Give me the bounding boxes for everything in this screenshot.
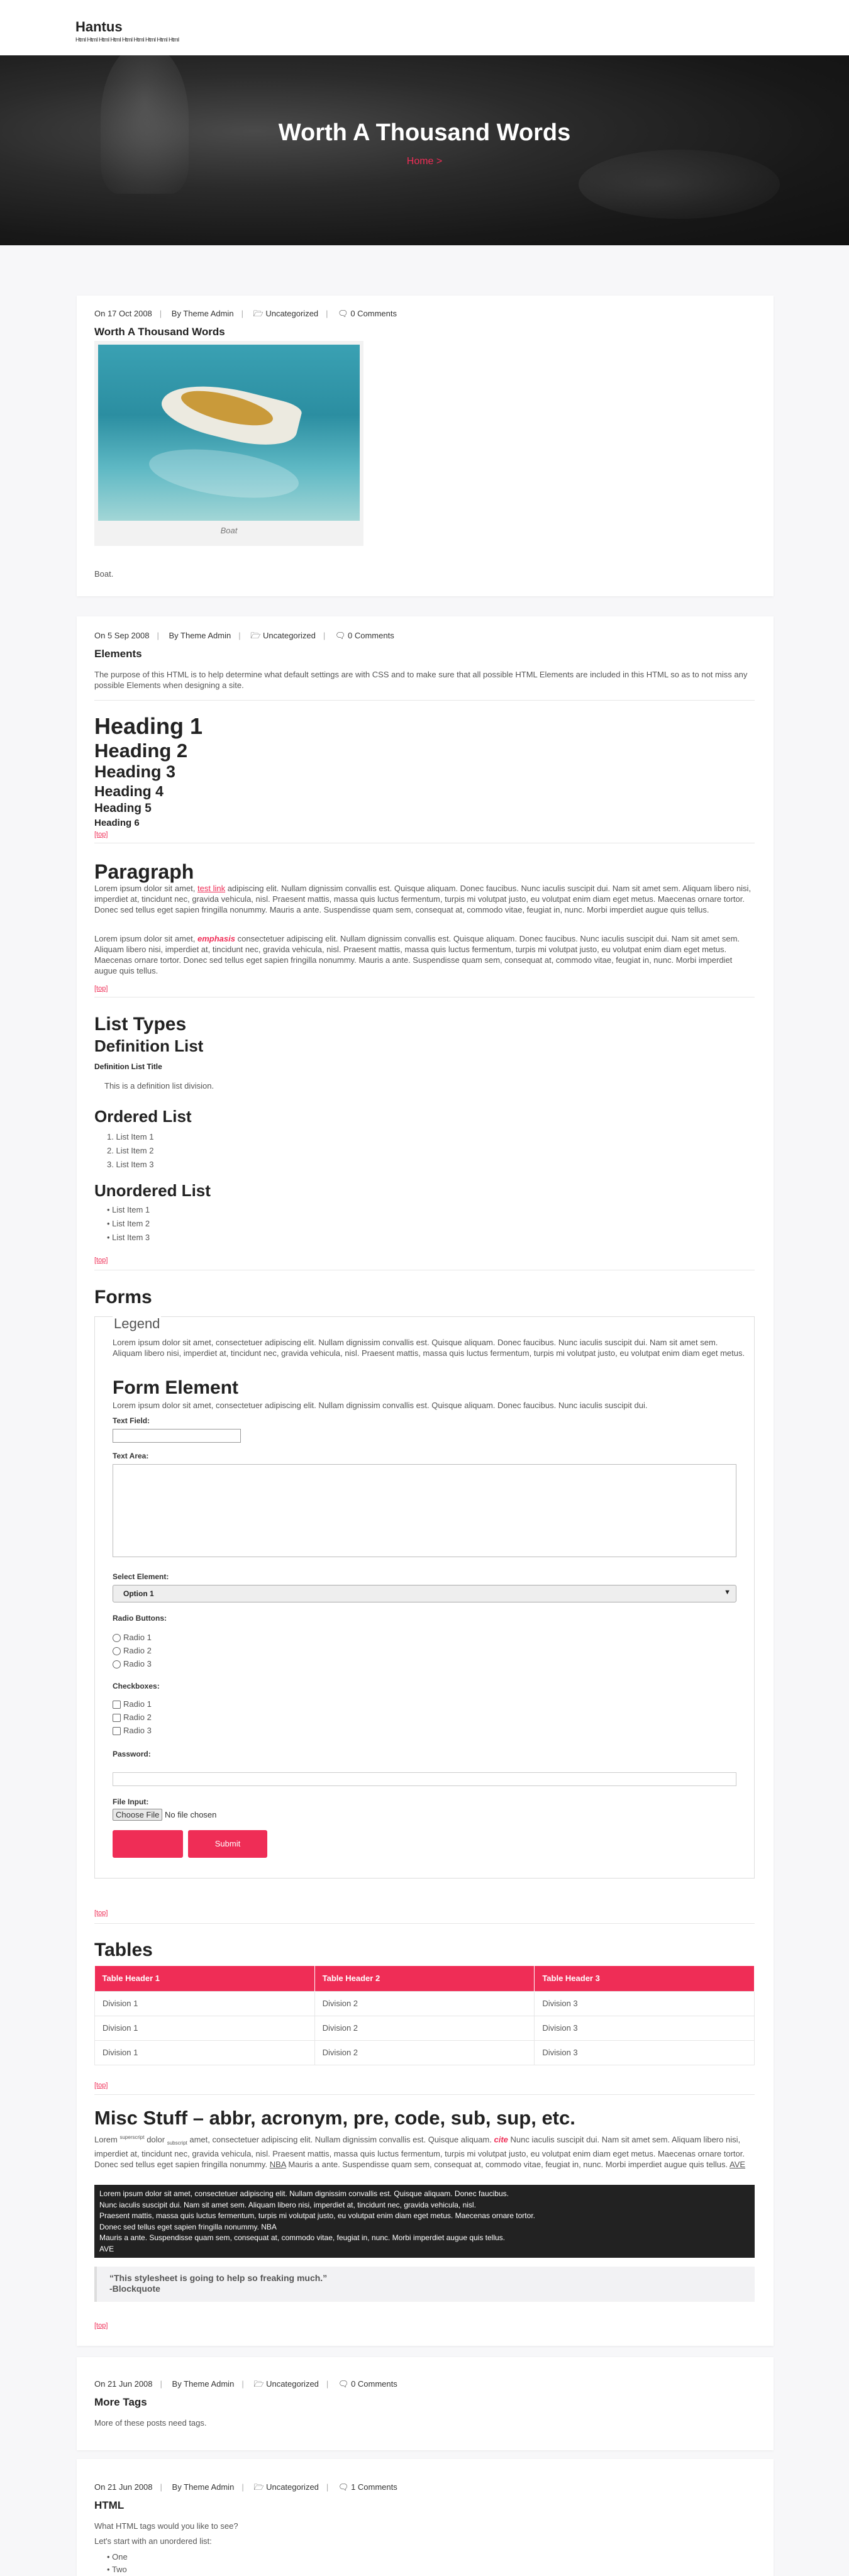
choose-file-button[interactable]: Choose File <box>113 1809 162 1821</box>
table-header: Table Header 3 <box>535 1966 755 1991</box>
select-value: Option 1 <box>123 1589 154 1598</box>
text-area-input[interactable] <box>113 1464 736 1557</box>
pre-line: Lorem ipsum dolor sit amet, consectetuer adipiscing elit. Nullam dignissim convallis est. Quisque aliquam. Donec faucibus. <box>99 2189 509 2198</box>
pre-line: Nunc iaculis suscipit dui. Nam sit amet sem. Aliquam libero nisi, imperdiet at, tincidunt nec, gravida vehicula, nisl. <box>99 2200 476 2209</box>
site-logo[interactable]: Hantus <box>75 19 123 35</box>
comments-icon: 🗨 <box>338 309 348 318</box>
top-link[interactable]: [top] <box>94 985 108 992</box>
post-date[interactable]: On 21 Jun 2008 <box>94 2482 153 2492</box>
list-item: • List Item 3 <box>107 1233 150 1242</box>
list-item: 2. List Item 2 <box>107 1146 154 1155</box>
post-excerpt: Boat. <box>94 569 114 579</box>
post-intro: The purpose of this HTML is to help determine what default settings are with CSS and to make sure that all possible HTML Elements are included in this HTML so as to not miss any possible Elements when designing a site. <box>94 670 748 690</box>
checkbox-option[interactable]: Radio 3 <box>113 1726 152 1735</box>
superscript-text: superscript <box>119 2135 145 2140</box>
post-card-elements <box>77 616 774 2346</box>
list-item: 3. List Item 3 <box>107 1160 154 1169</box>
radio-option[interactable]: Radio 1 <box>113 1633 152 1642</box>
post-date[interactable]: On 21 Jun 2008 <box>94 2379 153 2389</box>
image-figure <box>94 341 363 546</box>
submit-button[interactable]: Submit <box>188 1830 267 1858</box>
text-area-label: Text Area: <box>113 1452 149 1460</box>
top-link[interactable]: [top] <box>94 1909 108 1917</box>
pre-line: Mauris a ante. Suspendisse quam sem, consequat at, commodo vitae, feugiat in, nunc. Morbi imperdiet augue quis tellus. <box>99 2233 506 2242</box>
checkboxes-label: Checkboxes: <box>113 1682 160 1690</box>
paragraph-text: Lorem ipsum dolor sit amet, test link adipiscing elit. Nullam dignissim convallis est. Quisque aliquam. Donec faucibus. Nunc iaculis suscipit dui. Nam sit amet sem. Aliquam libero nisi, imperdiet at, tincidunt nec, gravida vehicula, nisl. Praesent mattis, massa quis luctus fermentum, turpis mi volutpat justo, eu volutpat enim diam eget metus. Maecenas ornare tortor. Donec sed tellus eget sapien fringilla nonummy. Mauris a ante. Suspendisse quam sem, consequat at, commodo vitae, feugiat in, nunc. Morbi imperdiet augue quis tellus. <box>94 884 752 914</box>
folder-icon: 🗁 <box>253 2379 264 2389</box>
paragraph-heading: Paragraph <box>94 860 194 883</box>
post-title[interactable]: More Tags <box>94 2396 147 2408</box>
heading-1: Heading 1 <box>94 713 203 739</box>
file-status: No file chosen <box>165 1810 217 1819</box>
paragraph-text-emphasis: Lorem ipsum dolor sit amet, emphasis consectetuer adipiscing elit. Nullam dignissim convallis est. Quisque aliquam. Donec faucibus. Nunc iaculis suscipit dui. Nam sit amet sem. Aliquam libero nisi, imperdiet at, tincidunt nec, gravida vehicula, nisl. Praesent mattis, massa quis luctus fermentum, turpis mi volutpat justo, eu volutpat enim diam eget metus. Maecenas ornare tortor. Donec sed tellus eget sapien fringilla nonummy. Mauris a ante. Suspendisse quam sem, consequat at, commodo vitae, feugiat in, nunc. Morbi imperdiet augue quis tellus. <box>94 934 740 975</box>
post-author[interactable]: By Theme Admin <box>172 2482 235 2492</box>
definition-list-title: Definition List Title <box>94 1062 162 1071</box>
abbr-ave: AVE <box>729 2159 746 2169</box>
post-excerpt: More of these posts need tags. <box>94 2418 207 2428</box>
password-label: Password: <box>113 1750 151 1758</box>
heading-6: Heading 6 <box>94 818 140 828</box>
test-link[interactable]: test link <box>197 884 226 893</box>
form-fieldset <box>94 1316 755 1879</box>
breadcrumb[interactable]: Home > <box>406 156 443 167</box>
tables-heading: Tables <box>94 1940 153 1960</box>
post-title[interactable]: Elements <box>94 648 142 660</box>
post-meta: On 21 Jun 2008 | By Theme Admin | 🗁 Uncategorized | 🗨 1 Comments <box>94 2482 397 2496</box>
heading-2: Heading 2 <box>94 740 188 762</box>
post-comments[interactable]: 0 Comments <box>351 2379 397 2389</box>
post-meta: On 17 Oct 2008 | By Theme Admin | 🗁 Uncategorized | 🗨 0 Comments <box>94 308 397 322</box>
forms-heading: Forms <box>94 1287 152 1307</box>
select-dropdown[interactable] <box>113 1585 736 1602</box>
post-title[interactable]: HTML <box>94 2499 125 2511</box>
list-item: • One <box>107 2552 128 2562</box>
page-hero <box>0 55 849 245</box>
heading-5: Heading 5 <box>94 802 152 815</box>
post-author[interactable]: By Theme Admin <box>169 631 231 640</box>
comments-icon: 🗨 <box>335 631 346 640</box>
post-text: Let's start with an unordered list: <box>94 2536 212 2546</box>
pre-line: Donec sed tellus eget sapien fringilla nonummy. NBA <box>99 2222 277 2231</box>
comments-icon: 🗨 <box>338 2379 349 2389</box>
table-cell: Division 3 <box>535 2040 755 2065</box>
table-header: Table Header 2 <box>314 1966 535 1991</box>
divider <box>94 2094 755 2095</box>
top-link[interactable]: [top] <box>94 1257 108 1264</box>
table-header-row <box>95 1966 755 1991</box>
post-comments[interactable]: 0 Comments <box>348 631 394 640</box>
site-header <box>0 0 849 55</box>
file-input[interactable] <box>113 1809 216 1821</box>
table-cell: Division 1 <box>95 1991 315 2016</box>
post-card <box>77 2459 774 2576</box>
post-comments[interactable]: 0 Comments <box>350 309 397 318</box>
list-item: • Two <box>107 2565 127 2574</box>
legend-text: Lorem ipsum dolor sit amet, consectetuer adipiscing elit. Nullam dignissim convallis est. Quisque aliquam. Donec faucibus. Nunc iaculis suscipit dui. Nam sit amet sem. Aliquam libero nisi, imperdiet at, tincidunt nec, gravida vehicula, nisl. Praesent mattis, massa quis luctus fermentum, turpis mi volutpat justo, eu volutpat enim diam eget metus. <box>113 1338 745 1358</box>
table-cell: Division 2 <box>314 1991 535 2016</box>
blockquote-text: “This stylesheet is going to help so freaking much.” <box>109 2273 328 2283</box>
checkbox-option[interactable]: Radio 1 <box>113 1699 152 1709</box>
form-element-heading: Form Element <box>113 1377 239 1398</box>
list-item: • List Item 2 <box>107 1219 150 1228</box>
text-field-label: Text Field: <box>113 1416 150 1425</box>
top-link[interactable]: [top] <box>94 2322 108 2329</box>
misc-heading: Misc Stuff – abbr, acronym, pre, code, sub, sup, etc. <box>94 2107 575 2129</box>
post-meta: On 5 Sep 2008 | By Theme Admin | 🗁 Uncategorized | 🗨 0 Comments <box>94 630 394 644</box>
post-category[interactable]: Uncategorized <box>265 309 319 318</box>
table-row <box>95 1991 755 2016</box>
radio-buttons-label: Radio Buttons: <box>113 1614 167 1623</box>
top-link[interactable]: [top] <box>94 2082 108 2089</box>
list-types-heading: List Types <box>94 1014 187 1035</box>
radio-option[interactable]: Radio 2 <box>113 1646 152 1655</box>
text-field-input[interactable] <box>113 1429 241 1443</box>
pre-line: AVE <box>99 2244 114 2253</box>
post-meta: On 21 Jun 2008 | By Theme Admin | 🗁 Uncategorized | 🗨 0 Comments <box>94 2379 397 2392</box>
divider <box>94 1923 755 1924</box>
post-title[interactable]: Worth A Thousand Words <box>94 326 225 338</box>
boat-image[interactable] <box>98 345 360 521</box>
definition-list-heading: Definition List <box>94 1036 204 1055</box>
table-cell: Division 2 <box>314 2016 535 2040</box>
emphasis-text: emphasis <box>197 934 235 943</box>
misc-paragraph: Lorem $^{superscript}$ dolor $_{subscript}$ amet, consectetuer adipiscing elit. Nullam dignissim convallis est. Quisque aliquam. cite Nunc iaculis suscipit dui. Nam sit amet sem. Aliquam libero nisi, imperdiet at, tincidunt nec, gravida vehicula, nisl. Praesent mattis, massa quis luctus fermentum, turpis mi volutpat justo, eu volutpat enim diam eget metus. Maecenas ornare tortor. Donec sed tellus eget sapien fringilla nonummy. NBA Mauris a ante. Suspendisse quam sem, consequat at, commodo vitae, feugiat in, nunc. Morbi imperdiet augue quis tellus. AVE <box>94 2135 746 2169</box>
comments-icon: 🗨 <box>338 2482 349 2492</box>
post-card <box>77 2357 774 2450</box>
table-cell: Division 2 <box>314 2040 535 2065</box>
site-tagline: Html Html Html Html Html Html Html Html Html <box>75 36 179 43</box>
heading-3: Heading 3 <box>94 762 176 781</box>
table-row <box>95 2040 755 2065</box>
post-text: What HTML tags would you like to see? <box>94 2521 238 2531</box>
table-cell: Division 1 <box>95 2016 315 2040</box>
file-input-label: File Input: <box>113 1797 149 1806</box>
unordered-list-heading: Unordered List <box>94 1181 211 1200</box>
folder-icon: 🗁 <box>253 309 264 318</box>
divider <box>94 700 755 701</box>
folder-icon: 🗁 <box>253 2482 264 2492</box>
post-date[interactable]: On 17 Oct 2008 <box>94 309 152 318</box>
subscript-text: subscript <box>167 2140 187 2146</box>
page-title: Worth A Thousand Words <box>278 119 571 146</box>
data-table <box>94 1966 755 2065</box>
preformatted-block <box>94 2185 755 2258</box>
ordered-list-heading: Ordered List <box>94 1107 192 1126</box>
table-header: Table Header 1 <box>95 1966 315 1991</box>
list-item: 1. List Item 1 <box>107 1132 154 1141</box>
table-cell: Division 1 <box>95 2040 315 2065</box>
form-element-text: Lorem ipsum dolor sit amet, consectetuer adipiscing elit. Nullam dignissim convallis est. Quisque aliquam. Donec faucibus. Nunc iaculis suscipit dui. <box>113 1401 648 1410</box>
form-legend: Legend <box>114 1316 160 1331</box>
radio-option[interactable]: Radio 3 <box>113 1659 152 1668</box>
abbr-nba: NBA <box>269 2159 286 2169</box>
select-element-label: Select Element: <box>113 1572 169 1581</box>
chevron-down-icon: ▼ <box>724 1589 731 1596</box>
heading-4: Heading 4 <box>94 783 164 799</box>
image-caption: Boat <box>220 526 238 535</box>
post-author[interactable]: By Theme Admin <box>172 2379 235 2389</box>
folder-icon: 🗁 <box>250 631 261 640</box>
table-row <box>95 2016 755 2040</box>
list-item: • List Item 1 <box>107 1205 150 1214</box>
definition-list-description: This is a definition list division. <box>104 1081 214 1091</box>
post-category[interactable]: Uncategorized <box>266 2379 319 2389</box>
pre-line: Praesent mattis, massa quis luctus fermentum, turpis mi volutpat justo, eu volutpat enim diam eget metus. Maecenas ornare tortor. <box>99 2211 535 2220</box>
checkbox-option[interactable]: Radio 2 <box>113 1713 152 1722</box>
post-author[interactable]: By Theme Admin <box>171 309 234 318</box>
password-input[interactable] <box>113 1772 736 1786</box>
post-category[interactable]: Uncategorized <box>266 2482 319 2492</box>
post-date[interactable]: On 5 Sep 2008 <box>94 631 150 640</box>
cite-text: cite <box>494 2135 508 2145</box>
post-comments[interactable]: 1 Comments <box>351 2482 397 2492</box>
post-category[interactable]: Uncategorized <box>263 631 316 640</box>
blockquote <box>94 2267 755 2302</box>
reset-button[interactable] <box>113 1830 183 1858</box>
post-card <box>77 296 774 596</box>
table-cell: Division 3 <box>535 1991 755 2016</box>
blockquote-cite: -Blockquote <box>109 2284 160 2294</box>
table-cell: Division 3 <box>535 2016 755 2040</box>
top-link[interactable]: [top] <box>94 831 108 838</box>
